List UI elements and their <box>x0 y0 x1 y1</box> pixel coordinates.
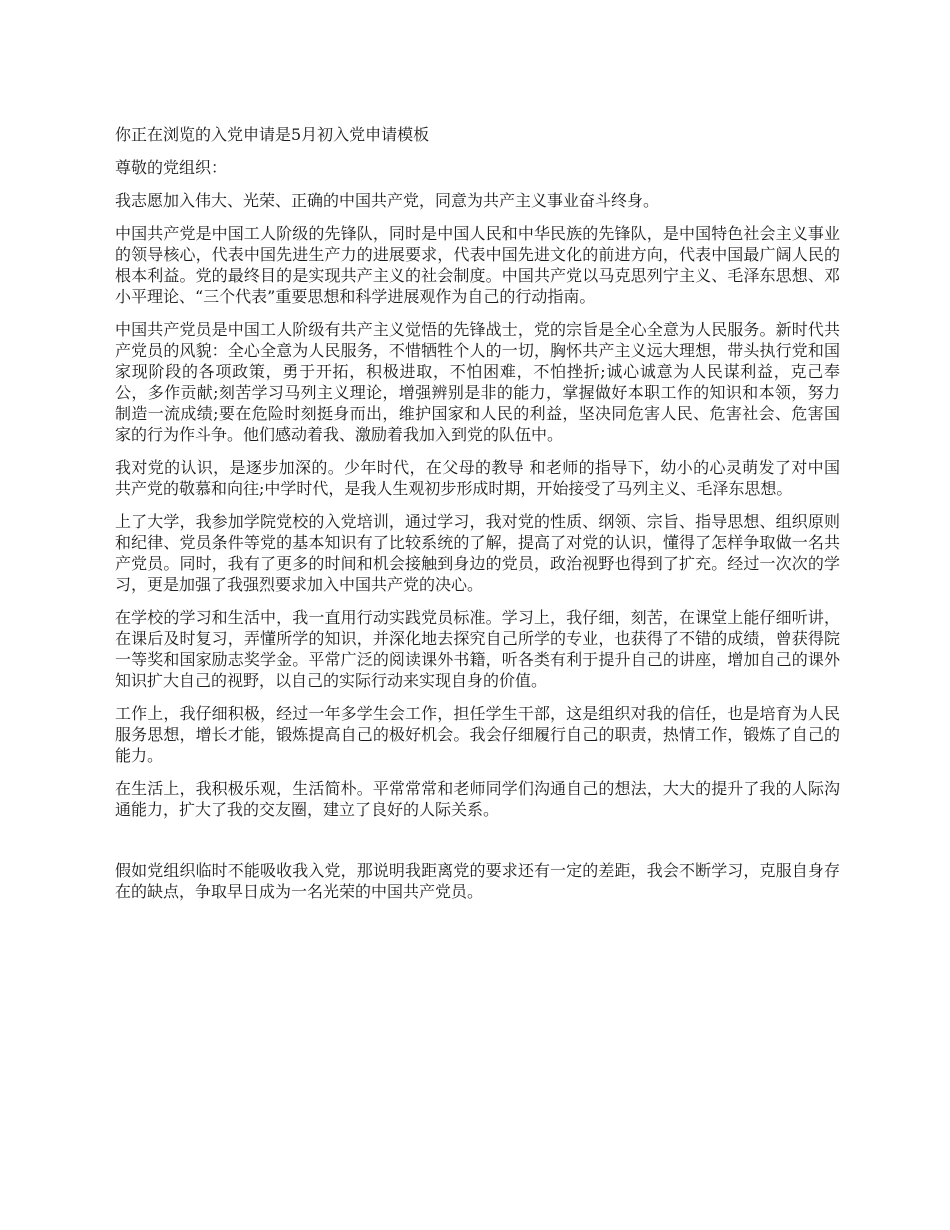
paragraph-party-nature: 中国共产党是中国工人阶级的先锋队，同时是中国人民和中华民族的先锋队，是中国特色社会主义事业的领导核心，代表中国先进生产力的进展要求，代表中国先进文化的前进方向，代表中国最广阔人民的根本利益。党的最终目的是实现共产主义的社会制度。中国共产党以马克思列宁主义、毛泽东思想、邓小平理论、“三个代表”重要思想和科学进展观作为自己的行动指南。 <box>115 224 840 306</box>
paragraph-university: 上了大学，我参加学院党校的入党培训，通过学习，我对党的性质、纲领、宗旨、指导思想、组织原则和纪律、党员条件等党的基本知识有了比较系统的了解，提高了对党的认识，懂得了怎样争取做一名共产党员。同时，我有了更多的时间和机会接触到身边的党员，政治视野也得到了扩充。经过一次次的学习，更是加强了我强烈要求加入中国共产党的决心。 <box>115 512 840 594</box>
paragraph-work: 工作上，我仔细积极，经过一年多学生会工作，担任学生干部，这是组织对我的信任，也是培育为人民服务思想，增长才能，锻炼提高自己的极好机会。我会仔细履行自己的职责，热情工作，锻炼了自己的能力。 <box>115 704 840 765</box>
browsing-notice: 你正在浏览的入党申请是5月初入党申请模板 <box>115 125 430 144</box>
paragraph-life: 在生活上，我积极乐观，生活简朴。平常常常和老师同学们沟通自己的想法，大大的提升了我的人际沟通能力，扩大了我的交友圈，建立了良好的人际关系。 <box>115 779 840 819</box>
paragraph-pledge: 我志愿加入伟大、光荣、正确的中国共产党，同意为共产主义事业奋斗终身。 <box>115 191 660 210</box>
document-page <box>115 124 840 914</box>
paragraph-understanding: 我对党的认识，是逐步加深的。少年时代，在父母的教导 和老师的指导下，幼小的心灵萌发了对中国共产党的敬慕和向往;中学时代，是我人生观初步形成时期，开始接受了马列主义、毛泽东思想。 <box>115 458 840 498</box>
paragraph-party-members: 中国共产党员是中国工人阶级有共产主义觉悟的先锋战士，党的宗旨是全心全意为人民服务。新时代共产党员的风貌：全心全意为人民服务，不惜牺牲个人的一切，胸怀共产主义远大理想，带头执行党和国家现阶段的各项政策，勇于开拓，积极进取，不怕困难，不怕挫折;诚心诚意为人民谋利益，克己奉公，多作贡献;刻苦学习马列主义理论，增强辨别是非的能力，掌握做好本职工作的知识和本领，努力制造一流成绩;要在危险时刻挺身而出，维护国家和人民的利益，坚决同危害人民、危害社会、危害国家的行为作斗争。他们感动着我、激励着我加入到党的队伍中。 <box>115 320 840 444</box>
paragraph-closing: 假如党组织临时不能吸收我入党，那说明我距离党的要求还有一定的差距，我会不断学习，克服自身存在的缺点，争取早日成为一名光荣的中国共产党员。 <box>115 861 840 901</box>
salutation: 尊敬的党组织： <box>115 158 228 177</box>
paragraph-study: 在学校的学习和生活中，我一直用行动实践党员标准。学习上，我仔细，刻苦，在课堂上能仔细听讲，在课后及时复习，弄懂所学的知识，并深化地去探究自己所学的专业，也获得了不错的成绩，曾获得院一等奖和国家励志奖学金。平常广泛的阅读课外书籍，听各类有利于提升自己的讲座，增加自己的课外知识扩大自己的视野，以自己的实际行动来实现自身的价值。 <box>115 608 840 690</box>
